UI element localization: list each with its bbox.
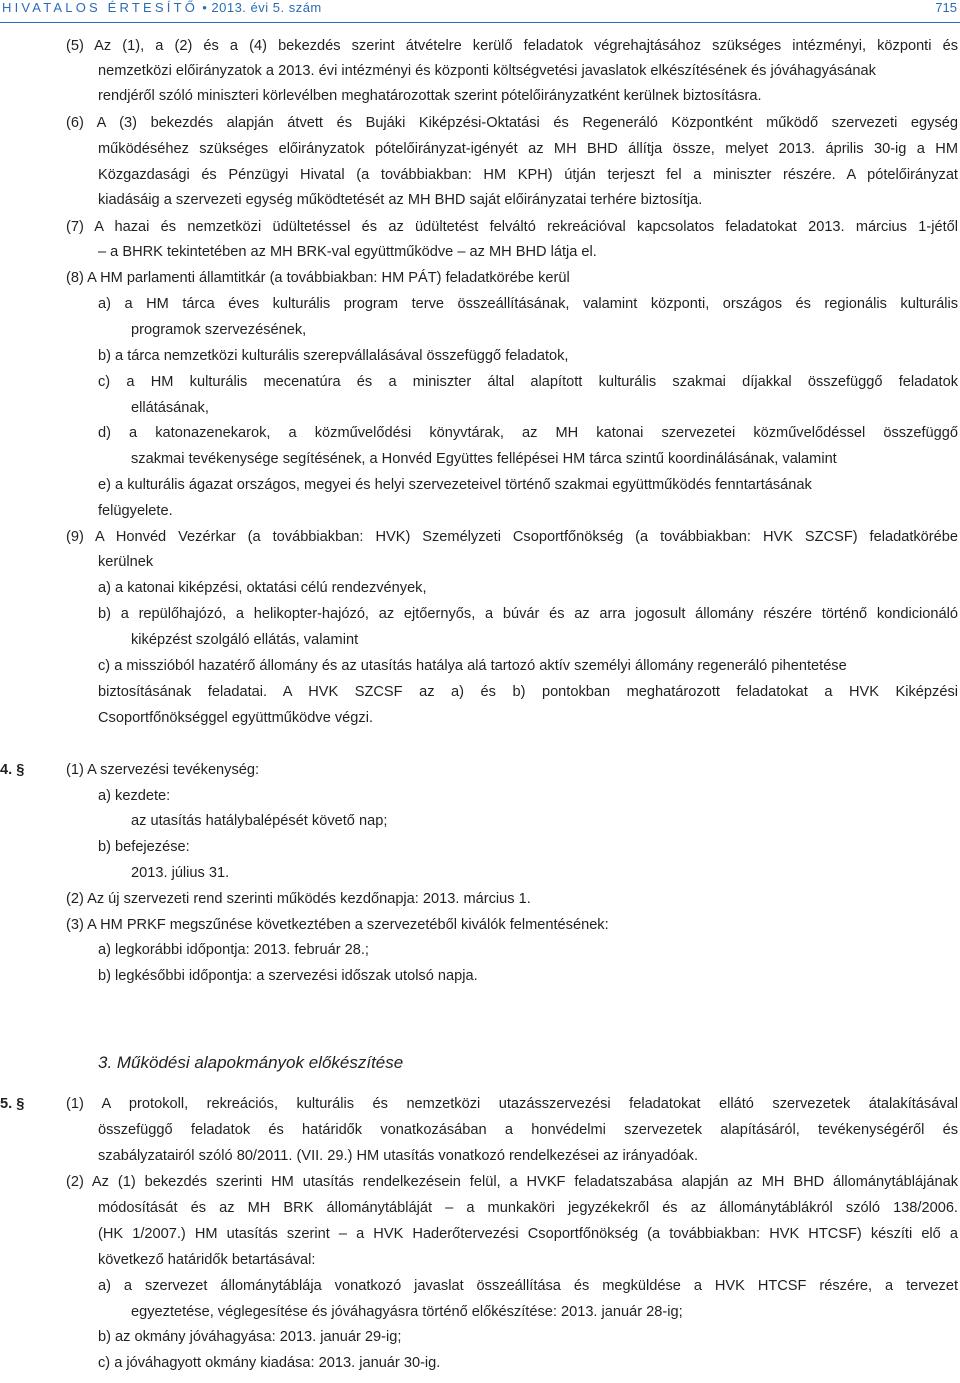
text-line: programok szervezésének,: [131, 322, 307, 338]
text-line: a) a katonai kiképzési, oktatási célú rendezvények,: [98, 580, 427, 596]
text-line: egyeztetése, véglegesítése és jóváhagyásra történő előkészítése: 2013. január 28-ig;: [131, 1304, 683, 1320]
text-line: módosítását és az MH BRK állománytábláját – a munkaköri jegyzékekről és az állománytáblákról szóló 138/2006.: [98, 1200, 958, 1216]
text-line: kerülnek: [98, 554, 154, 570]
text-line: – a BHRK tekintetében az MH BRK-val együttműködve – az MH BHD látja el.: [98, 244, 597, 260]
text-line: (1) A protokoll, rekreációs, kulturális és nemzetközi utazásszervezési feladatokat ellátó szervezetek átalakításával: [66, 1096, 958, 1112]
text-line: (3) A HM PRKF megszűnése következtében a szervezetéből kiválók felmentésének:: [66, 917, 609, 933]
text-line: nemzetközi előirányzatok a 2013. évi intézményi és központi költségvetési javaslatok elkészítésének és jóváhagyásának: [98, 63, 876, 79]
text-line: (8) A HM parlamenti államtitkár (a továbbiakban: HM PÁT) feladatkörébe kerül: [66, 270, 570, 286]
text-line: e) a kulturális ágazat országos, megyei és helyi szervezeteivel történő szakmai együttműködés fenntartásának: [98, 477, 812, 493]
section-title: 3. Működési alapokmányok előkészítése: [98, 1053, 404, 1072]
text-line: a) a HM tárca éves kulturális program terve összeállításának, valamint központi, országos és regionális kulturális: [98, 296, 958, 312]
issue-label: 2013. évi 5. szám: [211, 0, 322, 15]
text-line: az utasítás hatálybalépését követő nap;: [131, 813, 388, 829]
text-line: c) a HM kulturális mecenatúra és a miniszter által alapított kulturális szakmai díjakkal összefüggő feladatok: [98, 374, 958, 390]
text-line: c) a jóváhagyott okmány kiadása: 2013. január 30-ig.: [98, 1355, 441, 1371]
page-number: 715: [935, 0, 957, 15]
text-line: rendjéről szóló miniszteri körlevélben meghatározottak szerint pótelőirányzatként kerülnek biztosításra.: [98, 88, 762, 104]
text-line: kiképzést szolgáló ellátás, valamint: [131, 632, 359, 648]
running-title: [2, 0, 322, 15]
text-line: felügyelete.: [98, 503, 173, 519]
publication-name: HIVATALOS ÉRTESÍTŐ: [2, 0, 199, 15]
text-line: összefüggő feladatok és határidők vonatkozásában a honvédelmi szervezetek alapításáról, tevékenységéről és: [98, 1122, 958, 1138]
section-mark: 5. §: [0, 1096, 25, 1112]
text-line: (1) A szervezési tevékenység:: [66, 762, 260, 778]
text-line: (HK 1/2007.) HM utasítás szerint – a HVK Haderőtervezési Csoportfőnökség (a továbbiakban: HVK HTCSF) készíti elő a: [98, 1226, 958, 1242]
text-line: szakmai tevékenysége segítésének, a Honvéd Együttes fellépései HM tárca szintű koordinálásának, valamint: [131, 451, 837, 467]
text-line: (7) A hazai és nemzetközi üdültetéssel és az üdültetést felváltó rekreációval kapcsolatos feladatokat 2013. március 1-jétől: [66, 219, 958, 235]
text-line: a) kezdete:: [98, 788, 171, 804]
text-line: a) legkorábbi időpontja: 2013. február 28.;: [98, 942, 369, 958]
text-line: b) az okmány jóváhagyása: 2013. január 29-ig;: [98, 1329, 402, 1345]
text-line: (2) Az új szervezeti rend szerinti működés kezdőnapja: 2013. március 1.: [66, 891, 531, 907]
text-line: b) a repülőhajózó, a helikopter-hajózó, az ejtőernyős, a búvár és az arra jogosult állomány részére történő kondicionáló: [98, 606, 958, 622]
section-mark: 4. §: [0, 762, 25, 778]
text-line: b) legkésőbbi időpontja: a szervezési időszak utolsó napja.: [98, 968, 478, 984]
text-line: működéséhez szükséges előirányzatok pótelőirányzat-igényét az MH BHD állítja össze, melyet 2013. április 30-ig a HM: [98, 141, 958, 157]
bullet-separator: •: [202, 0, 208, 15]
text-line: (9) A Honvéd Vezérkar (a továbbiakban: HVK) Személyzeti Csoportfőnökség (a továbbiakban: HVK SZCSF) feladatkörébe: [66, 529, 958, 545]
text-line: Csoportfőnökséggel együttműködve végzi.: [98, 710, 374, 726]
text-line: (2) Az (1) bekezdés szerinti HM utasítás rendelkezésein felül, a HVKF feladatszabása alapján az MH BHD állománytáblájának: [66, 1174, 958, 1190]
text-line: c) a misszióból hazatérő állomány és az utasítás hatálya alá tartozó aktív személyi állomány regeneráló pihentetése: [98, 658, 847, 674]
text-line: (5) Az (1), a (2) és a (4) bekezdés szerint átvételre kerülő feladatok végrehajtásához szükséges intézményi, központi és: [66, 38, 958, 54]
text-line: b) befejezése:: [98, 839, 190, 855]
text-line: (6) A (3) bekezdés alapján átvett és Bujáki Kiképzési-Oktatási és Regeneráló Központként működő szervezeti egység: [66, 115, 958, 131]
page-header: [0, 0, 960, 28]
text-line: b) a tárca nemzetközi kulturális szerepvállalásával összefüggő feladatok,: [98, 348, 569, 364]
text-line: kiadásáig a szervezeti egység működtetését az MH BHD saját előirányzatai terhére biztosítja.: [98, 192, 703, 208]
text-line: Közgazdasági és Pénzügyi Hivatal (a továbbiakban: HM KPH) útján terjeszt fel a miniszter részére. A pótelőirányzat: [98, 167, 958, 183]
text-line: 2013. július 31.: [131, 865, 230, 881]
text-line: következő határidők betartásával:: [98, 1252, 316, 1268]
text-line: biztosításának feladatai. A HVK SZCSF az a) és b) pontokban meghatározott feladatokat a HVK Kiképzési: [98, 684, 958, 700]
text-line: a) a szervezet állománytáblája vonatkozó javaslat összeállítása és megküldése a HVK HTCSF részére, a tervezet: [98, 1278, 958, 1294]
text-line: ellátásának,: [131, 400, 209, 416]
text-line: d) a katonazenekarok, a közművelődési könyvtárak, az MH katonai szervezetei közművelődéssel összefüggő: [98, 425, 958, 441]
text-line: szabályzatairól szóló 80/2011. (VII. 29.) HM utasítás vonatkozó rendelkezései az irányadóak.: [98, 1148, 699, 1164]
header-rule: [0, 22, 960, 23]
